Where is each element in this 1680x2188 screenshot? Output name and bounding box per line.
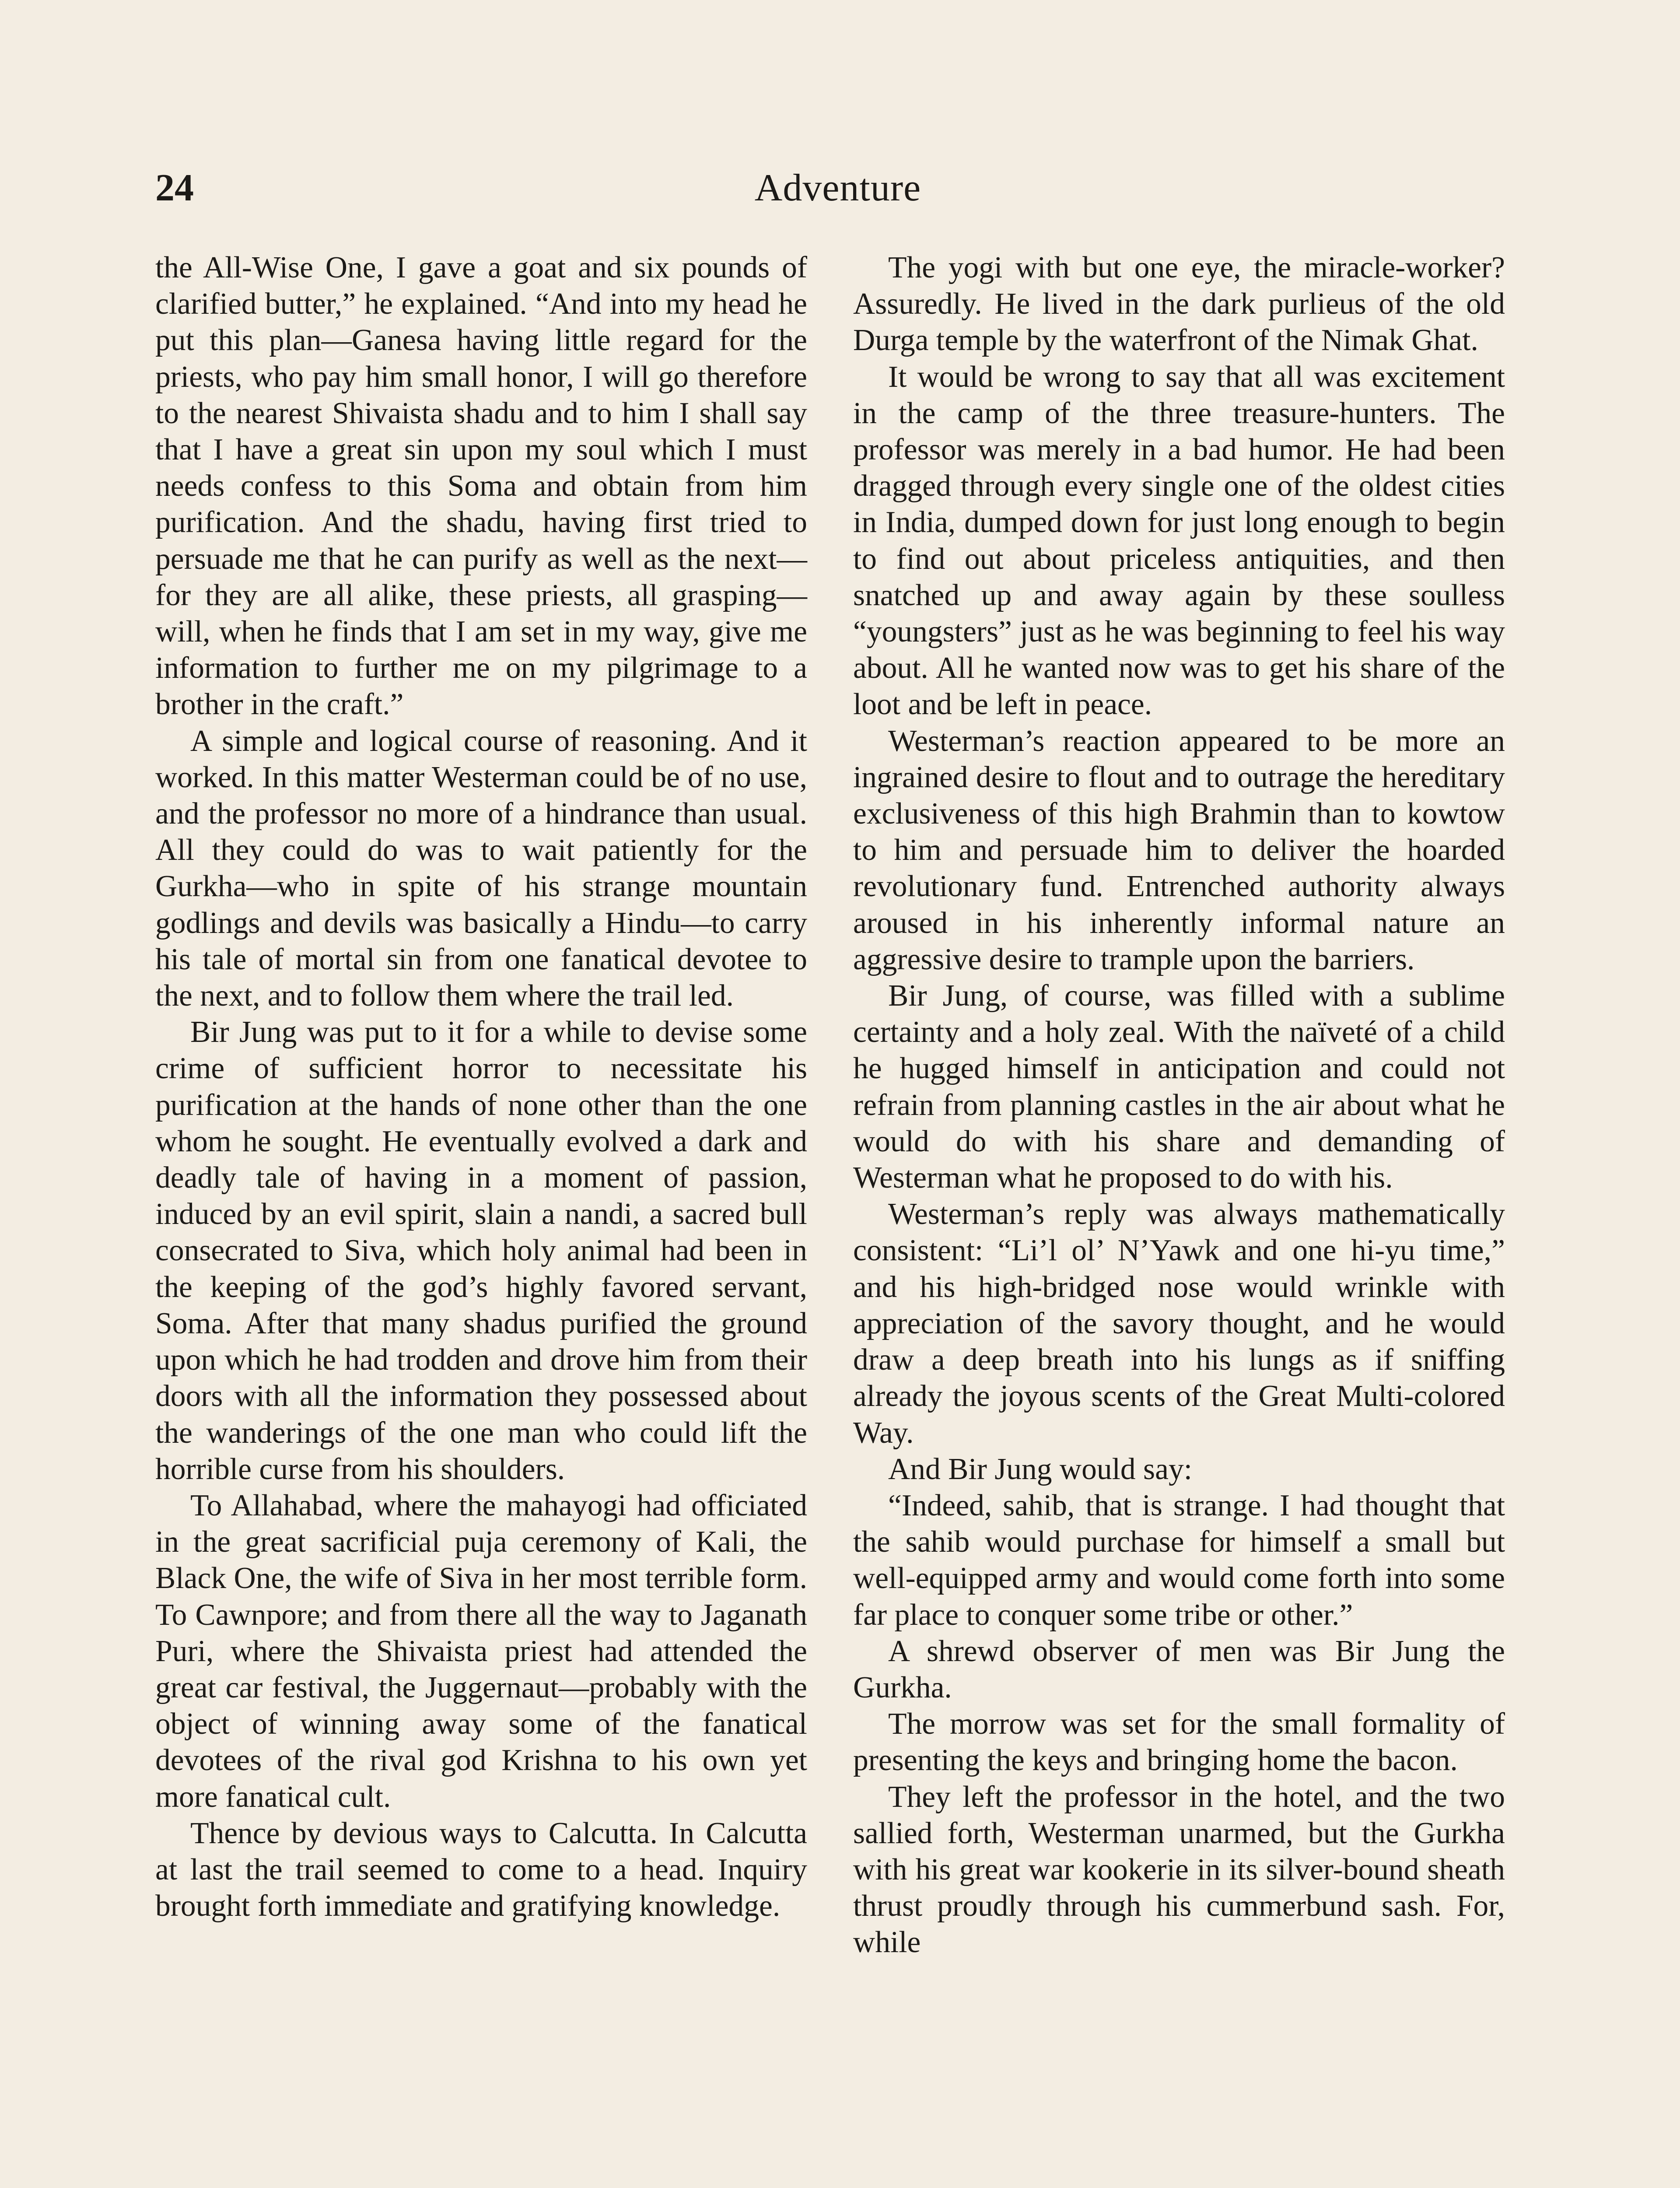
paragraph: the All-Wise One, I gave a goat and six pounds of clarified butter,” he explained. “And into my head he put this plan—Ganesa having little regard for the priests, who pay him small honor, I will go therefore to the nearest Shivaista shadu and to him I shall say that I have a great sin upon my soul which I must needs confess to this Soma and obtain from him purification. And the shadu, having first tried to persuade me that he can purify as well as the next—for they are all alike, these priests, all grasping—will, when he finds that I am set in my way, give me information to further me on my pilgrimage to a brother in the craft.” <box>155 251 807 722</box>
paragraph: To Allahabad, where the mahayogi had officiated in the great sacrificial puja ceremony of Kali, the Black One, the wife of Siva in her most terrible form. To Cawnpore; and from there all the way to Jaganath Puri, where the Shivaista priest had attended the great car festival, the Juggernaut—probably with the object of winning away some of the fanatical devotees of the rival god Krishna to his own yet more fanatical cult. <box>155 1488 807 1814</box>
paragraph: Thence by devious ways to Calcutta. In Calcutta at last the trail seemed to come to a head. Inquiry brought forth immediate and gratifying knowledge. <box>155 1816 807 1923</box>
paragraph: Bir Jung was put to it for a while to devise some crime of sufficient horror to necessitate his purification at the hands of none other than the one whom he sought. He eventually evolved a dark and deadly tale of having in a moment of passion, induced by an evil spirit, slain a nandi, a sacred bull consecrated to Siva, which holy animal had been in the keeping of the god’s highly favored servant, Soma. After that many shadus purified the ground upon which he had trodden and drove him from their doors with all the information they possessed about the wanderings of the one man who could lift the horrible curse from his shoulders. <box>155 1015 807 1486</box>
paragraph: A shrewd observer of men was Bir Jung the Gurkha. <box>853 1634 1505 1704</box>
page-header <box>155 158 1520 228</box>
paragraph: Bir Jung, of course, was filled with a sublime certainty and a holy zeal. With the naïveté of a child he hugged himself in anticipation and could not refrain from planning castles in the air about what he would do with his share and demanding of Westerman what he proposed to do with his. <box>853 979 1505 1195</box>
paragraph: The yogi with but one eye, the miracle-worker? Assuredly. He lived in the dark purlieus of the old Durga temple by the waterfront of the Nimak Ghat. <box>853 251 1505 358</box>
paragraph: They left the professor in the hotel, and the two sallied forth, Westerman unarmed, but the Gurkha with his great war kookerie in its silver-bound sheath thrust proudly through his cummerbund sash. For, while <box>853 1780 1505 1960</box>
left-column <box>155 249 807 1924</box>
paragraph: The morrow was set for the small formality of presenting the keys and bringing home the bacon. <box>853 1707 1505 1778</box>
paragraph: “Indeed, sahib, that is strange. I had thought that the sahib would purchase for himself a small but well-equipped army and would come forth into some far place to conquer some tribe or other.” <box>853 1488 1505 1632</box>
paragraph: Westerman’s reaction appeared to be more an ingrained desire to flout and to outrage the hereditary exclusiveness of this high Brahmin than to kowtow to him and persuade him to deliver the hoarded revolutionary fund. Entrenched authority always aroused in his inherently informal nature an aggressive desire to trample upon the barriers. <box>853 724 1505 976</box>
right-column <box>853 249 1505 1961</box>
running-head-title: Adventure <box>754 167 921 209</box>
paragraph: A simple and logical course of reasoning. And it worked. In this matter Westerman could be of no use, and the professor no more of a hindrance than usual. All they could do was to wait patiently for the Gurkha—who in spite of his strange mountain godlings and devils was basically a Hindu—to carry his tale of mortal sin from one fanatical devotee to the next, and to follow them where the trail led. <box>155 724 807 1013</box>
paragraph: And Bir Jung would say: <box>888 1452 1192 1486</box>
paragraph: Westerman’s reply was always mathematically consistent: “Li’l ol’ N’Yawk and one hi-yu time,” and his high-bridged nose would wrinkle with appreciation of the savory thought, and he would draw a deep breath into his lungs as if sniffing already the joyous scents of the Great Multi-colored Way. <box>853 1197 1505 1450</box>
page-number: 24 <box>155 167 194 209</box>
paragraph: It would be wrong to say that all was excitement in the camp of the three treasure-hunters. The professor was merely in a bad humor. He had been dragged through every single one of the oldest cities in India, dumped down for just long enough to begin to find out about priceless antiquities, and then snatched up and away again by these soulless “youngsters” just as he was beginning to feel his way about. All he wanted now was to get his share of the loot and be left in peace. <box>853 360 1505 722</box>
